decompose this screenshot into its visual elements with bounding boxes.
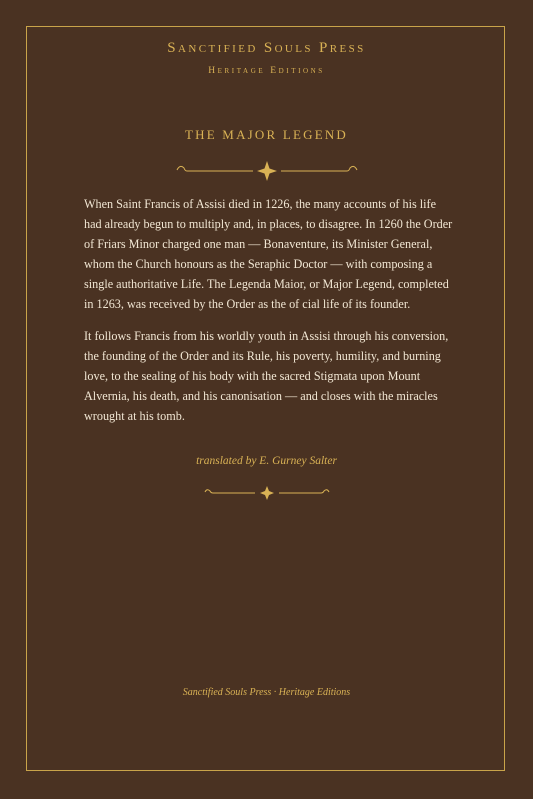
star-flourish-icon [203, 484, 331, 502]
top-ornament-divider [0, 160, 533, 182]
bottom-ornament-divider [0, 484, 533, 502]
star-flourish-icon [175, 160, 359, 182]
description-paragraph: When Saint Francis of Assisi died in 1226, the many accounts of his life had already begun to multiply and, in places, to disagree. In 1260 the Order of Friars Minor charged one man — Bonaventure, its Minister General, whom the Church honours as the Seraphic Doctor — with composing a single authoritative Life. The Legenda Maior, or Major Legend, completed in 1263, was received by the Order as the of cial life of its founder. [84, 197, 453, 311]
translator-credit: translated by E. Gurney Salter [196, 455, 337, 467]
book-title: THE MAJOR LEGEND [184, 127, 349, 142]
footer-imprint: Sanctified Souls Press · Heritage Editions [182, 687, 351, 698]
description-body [84, 194, 454, 438]
imprint-line: Heritage Editions [208, 66, 325, 76]
description-paragraph: It follows Francis from his worldly youth in Assisi through his conversion, the founding of the Order and its Rule, his poverty, humility, and burning love, to the sealing of his body with the sacred Stigmata upon Mount Alvernia, his death, and his canonisation — and closes with the miracles wrought at his tomb. [84, 329, 449, 423]
press-name: Sanctified Souls Press [167, 40, 366, 56]
